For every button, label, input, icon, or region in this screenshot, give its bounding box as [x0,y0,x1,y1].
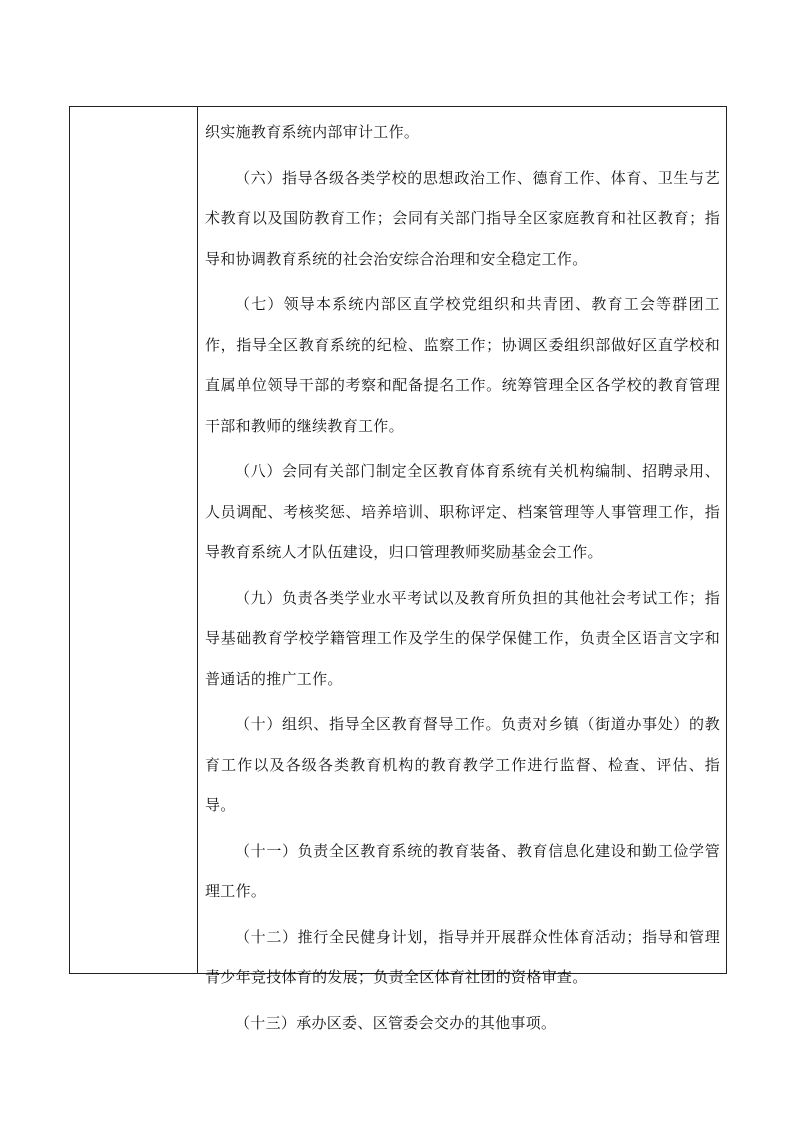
duties-table [69,106,727,1032]
paragraph-item-13: （十三）承办区委、区管委会交办的其他事项。 [235,1013,557,1032]
paragraph-item-11: （十一）负责全区教育系统的教育装备、教育信息化建设和勤工俭学管理工作。 [205,841,720,900]
paragraph-item-7: （七）领导本系统内部区直学校党组织和共青团、教育工会等群团工作，指导全区教育系统的纪检、监察工作；协调区委组织部做好区直学校和直属单位领导干部的考察和配备提名工作。统筹管理全区各学校的教育管理干部和教师的继续教育工作。 [205,295,720,435]
paragraph-item-8: （八）会同有关部门制定全区教育体育系统有关机构编制、招聘录用、人员调配、考核奖惩、培养培训、职称评定、档案管理等人事管理工作，指导教育系统人才队伍建设，归口管理教师奖励基金会工作。 [205,462,720,561]
paragraph-continuation: 织实施教育系统内部审计工作。 [205,123,420,141]
table-label-cell [70,107,198,973]
paragraph-item-10: （十）组织、指导全区教育督导工作。负责对乡镇（街道办事处）的教育工作以及各级各类教育机构的教育教学工作进行监督、检查、评估、指导。 [205,715,720,814]
table-content-cell [198,107,726,1032]
paragraph-item-6: （六）指导各级各类学校的思想政治工作、德育工作、体育、卫生与艺术教育以及国防教育工作；会同有关部门指导全区家庭教育和社区教育；指导和协调教育系统的社会治安综合治理和安全稳定工作。 [205,168,720,268]
paragraph-item-12: （十二）推行全民健身计划，指导并开展群众性体育活动；指导和管理青少年竞技体育的发展；负责全区体育社团的资格审查。 [205,927,720,986]
paragraph-item-9: （九）负责各类学业水平考试以及教育所负担的其他社会考试工作；指导基础教育学校学籍管理工作及学生的保学保健工作，负责全区语言文字和普通话的推广工作。 [205,588,720,688]
